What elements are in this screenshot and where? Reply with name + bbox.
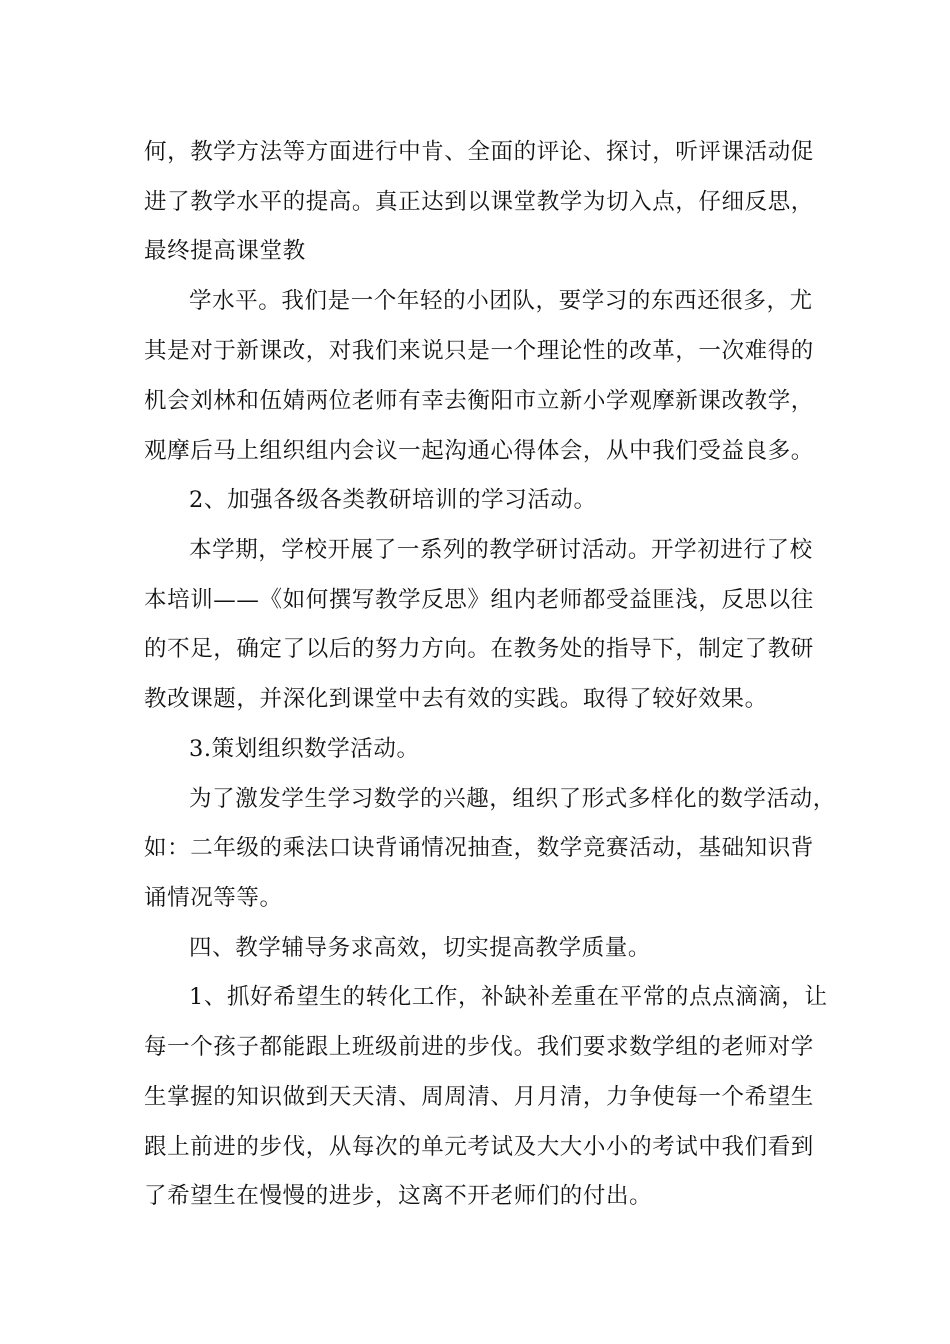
section-heading: 3.策划组织数学活动。 bbox=[189, 736, 420, 762]
text-line: 本培训——《如何撰写教学反思》组内老师都受益匪浅，反思以往 bbox=[144, 587, 814, 613]
text-line: 了希望生在慢慢的进步，这离不开老师们的付出。 bbox=[144, 1183, 653, 1209]
text-line: 其是对于新课改，对我们来说只是一个理论性的改革，一次难得的 bbox=[144, 338, 814, 364]
text-line: 1、抓好希望生的转化工作，补缺补差重在平常的点点滴滴，让 bbox=[189, 984, 828, 1010]
text-line: 观摩后马上组织组内会议一起沟通心得体会，从中我们受益良多。 bbox=[144, 438, 814, 464]
text-line: 每一个孩子都能跟上班级前进的步伐。我们要求数学组的老师对学 bbox=[144, 1034, 814, 1060]
text-line: 如：二年级的乘法口诀背诵情况抽查，数学竞赛活动，基础知识背 bbox=[144, 835, 814, 861]
text-line: 本学期，学校开展了一系列的教学研讨活动。开学初进行了校 bbox=[189, 537, 813, 563]
text-line: 最终提高课堂教 bbox=[144, 238, 306, 264]
text-line: 诵情况等等。 bbox=[144, 885, 283, 911]
text-line: 跟上前进的步伐，从每次的单元考试及大大小小的考试中我们看到 bbox=[144, 1134, 814, 1160]
text-line: 机会刘林和伍婧两位老师有幸去衡阳市立新小学观摩新课改教学， bbox=[144, 388, 814, 414]
section-heading: 2、加强各级各类教研培训的学习活动。 bbox=[189, 487, 597, 513]
text-line: 学水平。我们是一个年轻的小团队，要学习的东西还很多，尤 bbox=[189, 288, 813, 314]
text-line: 为了激发学生学习数学的兴趣，组织了形式多样化的数学活动， bbox=[189, 786, 836, 812]
text-line: 教改课题，并深化到课堂中去有效的实践。取得了较好效果。 bbox=[144, 686, 768, 712]
text-line: 生掌握的知识做到天天清、周周清、月月清，力争使每一个希望生 bbox=[144, 1084, 814, 1110]
text-line: 的不足，确定了以后的努力方向。在教务处的指导下，制定了教研 bbox=[144, 636, 814, 662]
text-line: 何，教学方法等方面进行中肯、全面的评论、探讨，听评课活动促 bbox=[144, 139, 814, 165]
text-line: 进了教学水平的提高。真正达到以课堂教学为切入点，仔细反思， bbox=[144, 189, 814, 215]
section-heading: 四、教学辅导务求高效，切实提高教学质量。 bbox=[189, 935, 652, 961]
